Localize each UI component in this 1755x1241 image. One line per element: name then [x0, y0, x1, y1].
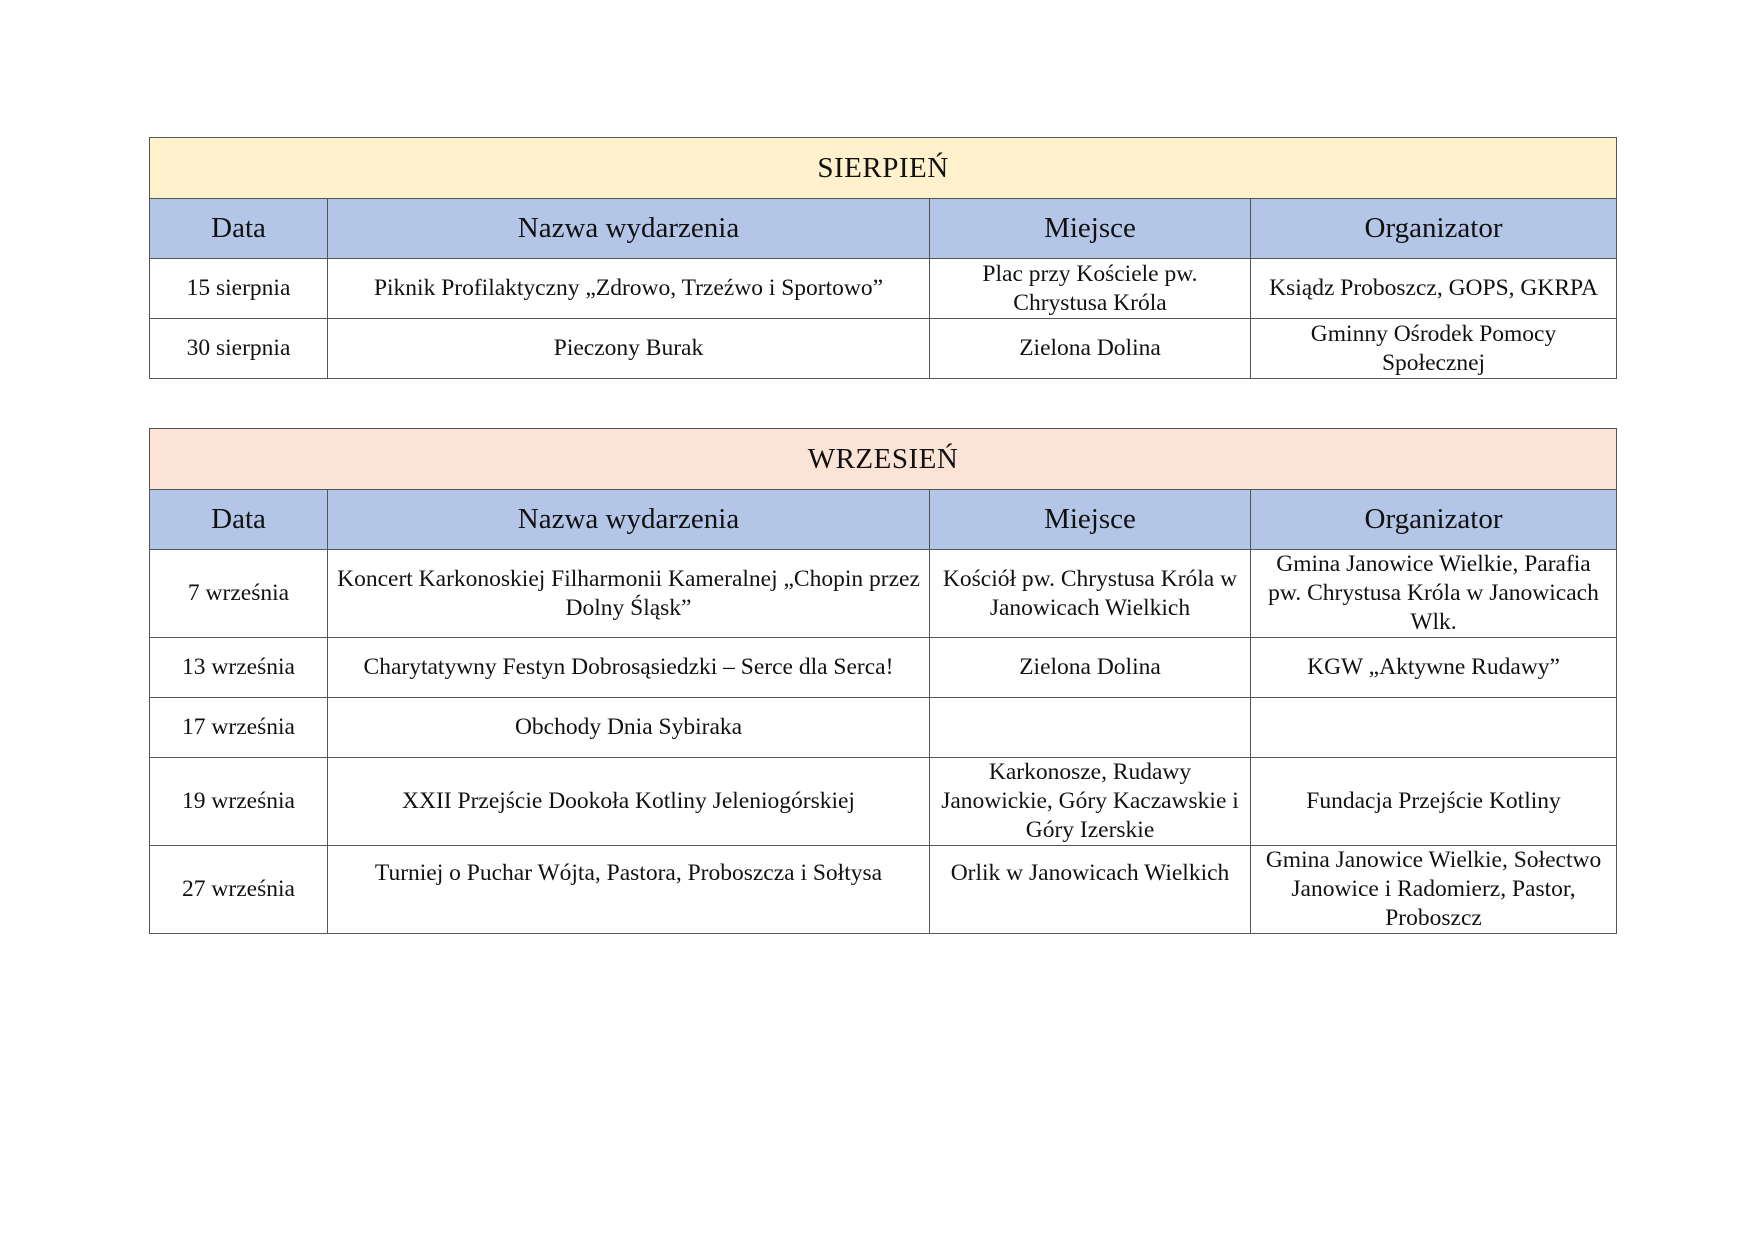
event-place [930, 698, 1251, 758]
column-header-place: Miejsce [930, 199, 1251, 259]
event-organizer: Fundacja Przejście Kotliny [1251, 758, 1617, 846]
column-header-organizer: Organizator [1251, 490, 1617, 550]
event-date: 13 września [150, 638, 328, 698]
event-organizer: KGW „Aktywne Rudawy” [1251, 638, 1617, 698]
column-header-date: Data [150, 490, 328, 550]
event-name: Obchody Dnia Sybiraka [328, 698, 930, 758]
event-date: 19 września [150, 758, 328, 846]
event-date: 30 sierpnia [150, 319, 328, 379]
month-title-row [150, 138, 1617, 199]
event-name: Charytatywny Festyn Dobrosąsiedzki – Serce dla Serca! [328, 638, 930, 698]
table-row [150, 846, 1617, 934]
event-place: Orlik w Janowicach Wielkich [930, 846, 1251, 934]
column-header-name: Nazwa wydarzenia [328, 490, 930, 550]
column-header-row [150, 490, 1617, 550]
table-row [150, 698, 1617, 758]
event-place: Plac przy Kościele pw. Chrystusa Króla [930, 259, 1251, 319]
event-name: XXII Przejście Dookoła Kotliny Jeleniogórskiej [328, 758, 930, 846]
event-date: 15 sierpnia [150, 259, 328, 319]
event-organizer: Gmina Janowice Wielkie, Sołectwo Janowice i Radomierz, Pastor, Proboszcz [1251, 846, 1617, 934]
event-organizer: Ksiądz Proboszcz, GOPS, GKRPA [1251, 259, 1617, 319]
event-date: 7 września [150, 550, 328, 638]
event-place: Karkonosze, Rudawy Janowickie, Góry Kaczawskie i Góry Izerskie [930, 758, 1251, 846]
month-title: WRZESIEŃ [150, 429, 1617, 490]
table-row [150, 638, 1617, 698]
event-organizer: Gminny Ośrodek Pomocy Społecznej [1251, 319, 1617, 379]
event-organizer: Gmina Janowice Wielkie, Parafia pw. Chrystusa Króla w Janowicach Wlk. [1251, 550, 1617, 638]
column-header-name: Nazwa wydarzenia [328, 199, 930, 259]
event-name: Turniej o Puchar Wójta, Pastora, Proboszcza i Sołtysa [328, 846, 930, 934]
event-place: Kościół pw. Chrystusa Króla w Janowicach Wielkich [930, 550, 1251, 638]
september-events-table [149, 428, 1617, 934]
table-row [150, 319, 1617, 379]
event-place: Zielona Dolina [930, 319, 1251, 379]
table-row [150, 259, 1617, 319]
august-events-table [149, 137, 1617, 379]
event-organizer [1251, 698, 1617, 758]
month-title: SIERPIEŃ [150, 138, 1617, 199]
column-header-place: Miejsce [930, 490, 1251, 550]
table-row [150, 550, 1617, 638]
event-name: Piknik Profilaktyczny „Zdrowo, Trzeźwo i Sportowo” [328, 259, 930, 319]
event-name: Pieczony Burak [328, 319, 930, 379]
event-place: Zielona Dolina [930, 638, 1251, 698]
event-date: 17 września [150, 698, 328, 758]
event-name: Koncert Karkonoskiej Filharmonii Kameralnej „Chopin przez Dolny Śląsk” [328, 550, 930, 638]
table-row [150, 758, 1617, 846]
column-header-row [150, 199, 1617, 259]
column-header-organizer: Organizator [1251, 199, 1617, 259]
column-header-date: Data [150, 199, 328, 259]
event-date: 27 września [150, 846, 328, 934]
month-title-row [150, 429, 1617, 490]
